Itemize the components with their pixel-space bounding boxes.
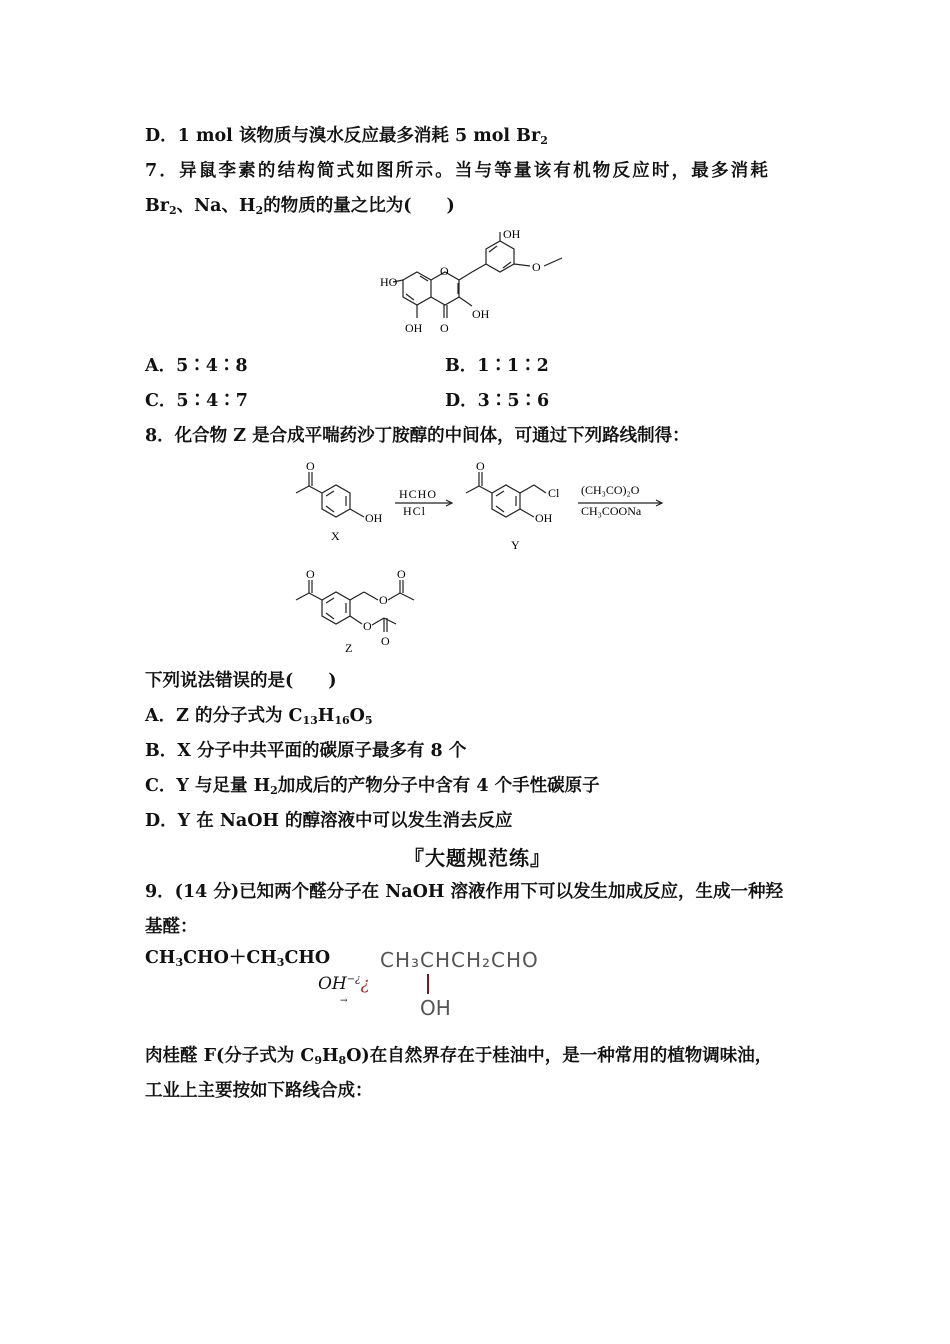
q8-option-d: D．Y 在 NaOH 的醇溶液中可以发生消去反应 (145, 811, 513, 831)
reagent2-top: (CH₃CO)₂O (581, 483, 640, 497)
q8-option-c: C．Y 与足量 $H_2$加成后的产物分子中含有 4 个手性碳原子 (145, 776, 600, 797)
q8-synthesis-scheme (280, 455, 680, 660)
y-oh-label: OH (535, 511, 553, 525)
z-o-label-3: O (397, 567, 406, 581)
reagent1-top: HCHO (399, 487, 438, 501)
struct-oh-3: OH (472, 307, 490, 321)
q9-equation-arrow: → (340, 996, 348, 1006)
z-o-label-2: O (379, 593, 388, 607)
reagent2-bottom: CH₃COONa (581, 504, 642, 518)
q8-question: 下列说法错误的是( ) (145, 671, 337, 691)
q8-option-a: A．Z 的分子式为 $C_{13}H_{16}O_5$ (145, 706, 373, 727)
struct-ring-o: O (440, 264, 449, 278)
q8-option-b: B．X 分子中共平面的碳原子最多有 8 个 (145, 741, 467, 761)
q9-equation-reactants: $CH_3CHO+CH_3CHO$ (145, 948, 331, 969)
q9-equation-condition: OH−¿¿ (318, 974, 370, 994)
q9-stem-line2: 基醛： (145, 917, 198, 937)
struct-carbonyl-o: O (440, 321, 449, 335)
y-cl-label: Cl (548, 486, 560, 500)
q7-stem-line1: 7．异鼠李素的结构简式如图所示。当与等量该有机物反应时，最多消耗 (145, 161, 771, 181)
struct-oh-top: OH (503, 227, 521, 241)
struct-ho-left: HO (380, 275, 398, 289)
q7-option-c: C．5∶4∶7 (145, 391, 248, 411)
q7-option-a: A．5∶4∶8 (145, 356, 248, 376)
q7-option-b: B．1∶1∶2 (445, 356, 549, 376)
q9-paragraph-line1: 肉桂醛 F(分子式为 $C_9H_8O$)在自然界存在于桂油中，是一种常用的植物调味油， (145, 1046, 773, 1067)
reagent1-bottom: HCl (403, 504, 427, 518)
x-o-label: O (306, 459, 315, 473)
section-banner: 『大题规范练』 (404, 846, 551, 870)
q9-paragraph-line2: 工业上主要按如下路线合成： (145, 1081, 373, 1101)
q9-stem-line1: 9．(14 分)已知两个醛分子在 NaOH 溶液作用下可以发生加成反应，生成一种羟 (145, 882, 783, 902)
struct-methoxy-o: O (532, 260, 541, 274)
q9-equation-product: CH₃CHCH₂CHO (380, 948, 539, 972)
z-label: Z (345, 641, 353, 655)
q8-stem: 8．化合物 Z 是合成平喘药沙丁胺醇的中间体，可通过下列路线制得： (145, 426, 690, 446)
z-o-label-5: O (381, 634, 390, 648)
struct-oh-5: OH (405, 321, 423, 335)
x-oh-label: OH (365, 511, 383, 525)
q7-option-d: D．3∶5∶6 (445, 391, 550, 411)
z-o-label-4: O (363, 619, 372, 633)
q9-product-bond (427, 974, 429, 994)
y-o-label: O (476, 459, 485, 473)
q7-stem-line2: $Br_2$、Na、$H_2$的物质的量之比为( ) (145, 196, 455, 217)
q6-option-d: D．1 mol 该物质与溴水反应最多消耗 5 mol $Br_2$ (145, 126, 548, 147)
q9-product-oh: OH (420, 996, 451, 1020)
y-label: Y (511, 538, 520, 552)
x-label: X (331, 529, 340, 543)
z-o-label-1: O (306, 567, 315, 581)
isorhamnetin-structure (380, 222, 580, 352)
